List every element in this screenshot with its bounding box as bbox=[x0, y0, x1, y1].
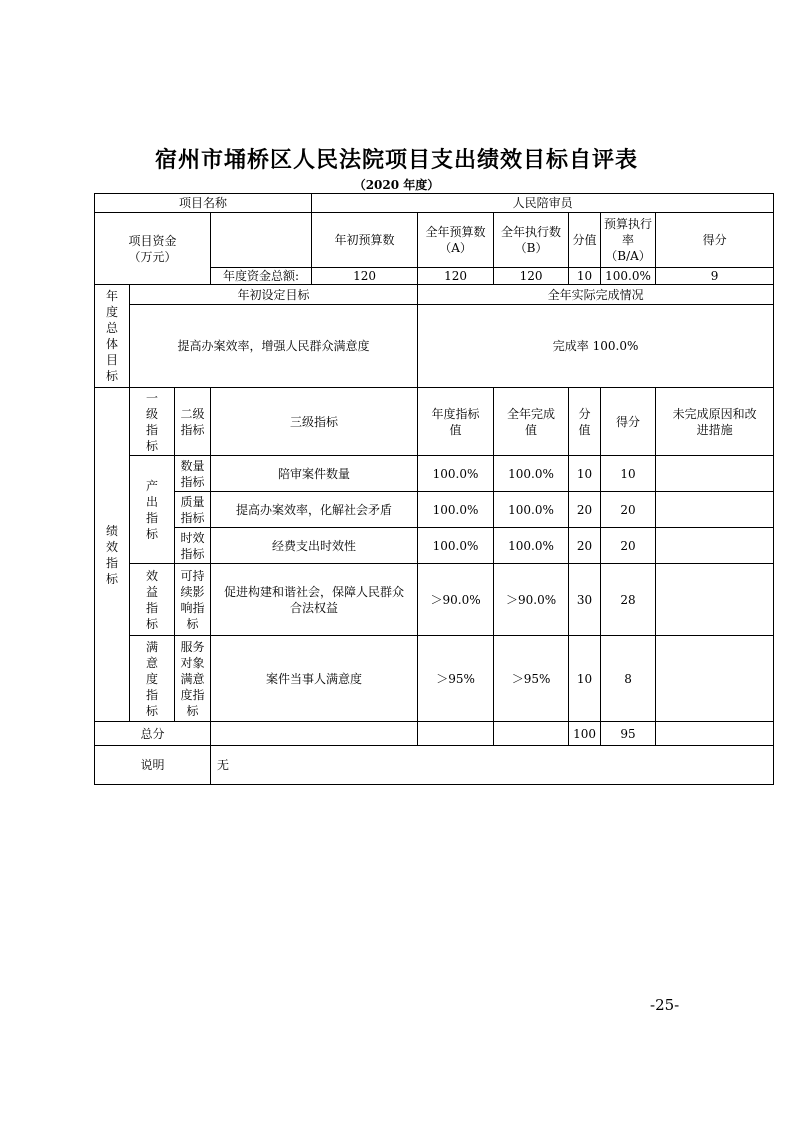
page-number: -25- bbox=[650, 996, 680, 1014]
level2-cell: 时效 指标 bbox=[175, 528, 211, 564]
actual-cell: 100.0% bbox=[494, 528, 569, 564]
indicator-row-quantity bbox=[95, 456, 774, 492]
note-row bbox=[95, 746, 774, 785]
total-blank-4 bbox=[656, 722, 774, 746]
exec-rate-value: 100.0% bbox=[601, 268, 656, 285]
level1-header: 一 级 指 标 bbox=[130, 388, 175, 456]
total-blank-1 bbox=[211, 722, 418, 746]
project-name-label: 项目名称 bbox=[95, 194, 312, 213]
funds-score-value: 9 bbox=[656, 268, 774, 285]
initial-goal-header: 年初设定目标 bbox=[130, 285, 418, 305]
indicators-side-label: 绩 效 指 标 bbox=[95, 388, 130, 722]
actual-cell: 100.0% bbox=[494, 492, 569, 528]
reason-cell bbox=[656, 456, 774, 492]
funds-header-row bbox=[95, 213, 774, 268]
reason-header: 未完成原因和改 进措施 bbox=[656, 388, 774, 456]
indicator-row-satisfaction bbox=[95, 636, 774, 722]
reason-cell bbox=[656, 564, 774, 636]
score-cell: 28 bbox=[601, 564, 656, 636]
weight-header: 分 值 bbox=[569, 388, 601, 456]
exec-rate-header: 预算执行率（B/A） bbox=[601, 213, 656, 268]
target-cell: 100.0% bbox=[418, 456, 494, 492]
level3-cell: 提高办案效率，化解社会矛盾 bbox=[211, 492, 418, 528]
actual-cell: ＞95% bbox=[494, 636, 569, 722]
annual-target-header: 年度指标 值 bbox=[418, 388, 494, 456]
page-title: 宿州市埇桥区人民法院项目支出绩效目标自评表 bbox=[154, 148, 638, 173]
total-score-value: 95 bbox=[601, 722, 656, 746]
benefit-group-label: 效 益 指 标 bbox=[130, 564, 175, 636]
level3-header: 三级指标 bbox=[211, 388, 418, 456]
indicator-row-timeliness bbox=[95, 528, 774, 564]
weight-cell: 10 bbox=[569, 636, 601, 722]
annual-budget-value: 120 bbox=[418, 268, 494, 285]
funds-label-line2: （万元） bbox=[128, 249, 177, 264]
reason-cell bbox=[656, 528, 774, 564]
note-value: 无 bbox=[211, 746, 774, 785]
level3-cell: 案件当事人满意度 bbox=[211, 636, 418, 722]
goals-header-row bbox=[95, 285, 774, 305]
level3-cell: 促进构建和谐社会，保障人民群众 合法权益 bbox=[211, 564, 418, 636]
level3-cell: 经费支出时效性 bbox=[211, 528, 418, 564]
actual-goal-header: 全年实际完成情况 bbox=[418, 285, 774, 305]
annual-budget-header: 全年预算数（A） bbox=[418, 213, 494, 268]
level3-cell: 陪审案件数量 bbox=[211, 456, 418, 492]
weight-cell: 10 bbox=[569, 456, 601, 492]
year-subtitle: （2020 年度） bbox=[353, 178, 440, 192]
output-group-label: 产 出 指 标 bbox=[130, 456, 175, 564]
level2-cell: 可持 续影 响指 标 bbox=[175, 564, 211, 636]
score-cell: 10 bbox=[601, 456, 656, 492]
total-score-row bbox=[95, 722, 774, 746]
target-cell: 100.0% bbox=[418, 528, 494, 564]
score-cell: 8 bbox=[601, 636, 656, 722]
project-name-value: 人民陪审员 bbox=[312, 194, 774, 213]
target-cell: 100.0% bbox=[418, 492, 494, 528]
project-name-row bbox=[95, 194, 774, 213]
funds-score-header: 得分 bbox=[656, 213, 774, 268]
level2-cell: 数量 指标 bbox=[175, 456, 211, 492]
score-cell: 20 bbox=[601, 492, 656, 528]
funds-label-line1: 项目资金 bbox=[128, 233, 177, 248]
note-label: 说明 bbox=[95, 746, 211, 785]
target-cell: ＞95% bbox=[418, 636, 494, 722]
funds-label bbox=[95, 213, 211, 285]
weight-cell: 20 bbox=[569, 528, 601, 564]
initial-budget-value: 120 bbox=[312, 268, 418, 285]
initial-goal-text: 提高办案效率，增强人民群众满意度 bbox=[130, 305, 418, 388]
total-blank-2 bbox=[418, 722, 494, 746]
total-score-label: 总分 bbox=[95, 722, 211, 746]
actual-value-header: 全年完成 值 bbox=[494, 388, 569, 456]
initial-budget-header: 年初预算数 bbox=[312, 213, 418, 268]
funds-weight-header: 分值 bbox=[569, 213, 601, 268]
satisfaction-group-label: 满 意 度 指 标 bbox=[130, 636, 175, 722]
annual-execution-value: 120 bbox=[494, 268, 569, 285]
self-evaluation-table bbox=[94, 193, 774, 785]
indicator-row-quality bbox=[95, 492, 774, 528]
level2-header: 二级 指标 bbox=[175, 388, 211, 456]
actual-cell: 100.0% bbox=[494, 456, 569, 492]
funds-blank-header bbox=[211, 213, 312, 268]
indicator-row-benefit bbox=[95, 564, 774, 636]
total-blank-3 bbox=[494, 722, 569, 746]
reason-cell bbox=[656, 636, 774, 722]
score-cell: 20 bbox=[601, 528, 656, 564]
goals-content-row bbox=[95, 305, 774, 388]
level2-cell: 质量 指标 bbox=[175, 492, 211, 528]
annual-execution-header: 全年执行数（B） bbox=[494, 213, 569, 268]
actual-cell: ＞90.0% bbox=[494, 564, 569, 636]
funds-total-label: 年度资金总额: bbox=[211, 268, 312, 285]
level2-cell: 服务 对象 满意 度指 标 bbox=[175, 636, 211, 722]
actual-goal-text: 完成率 100.0% bbox=[418, 305, 774, 388]
total-weight: 100 bbox=[569, 722, 601, 746]
funds-weight-value: 10 bbox=[569, 268, 601, 285]
weight-cell: 20 bbox=[569, 492, 601, 528]
reason-cell bbox=[656, 492, 774, 528]
score-header: 得分 bbox=[601, 388, 656, 456]
goals-side-label: 年 度 总 体 目 标 bbox=[95, 285, 130, 388]
weight-cell: 30 bbox=[569, 564, 601, 636]
target-cell: ＞90.0% bbox=[418, 564, 494, 636]
indicators-header-row bbox=[95, 388, 774, 456]
